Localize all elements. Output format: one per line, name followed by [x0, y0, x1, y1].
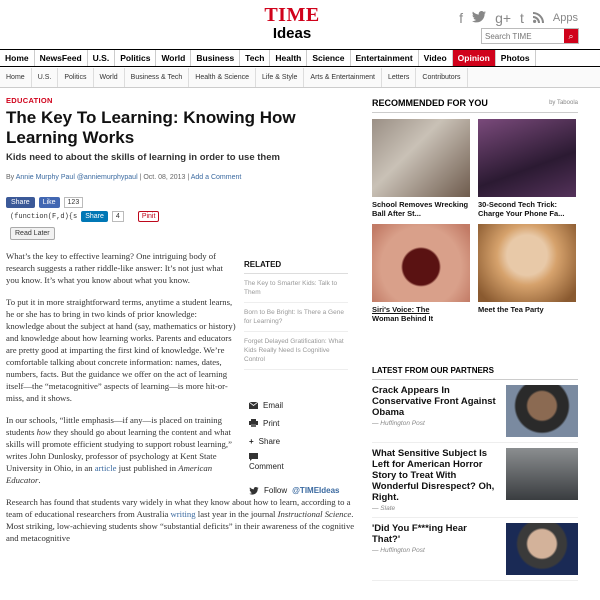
comment-button[interactable] [249, 450, 349, 478]
recommended-caption: Meet the Tea Party [478, 305, 544, 314]
secondary-nav [0, 68, 600, 88]
print-icon [249, 419, 258, 427]
taboola-credit[interactable]: by Taboola [549, 100, 578, 106]
partner-text [372, 385, 497, 437]
recommended-heading: RECOMMENDED FOR YOU [372, 98, 488, 108]
search-input[interactable] [482, 29, 564, 43]
related-link[interactable]: Born to Be Bright: Is There a Gene for Learning? [244, 303, 348, 332]
related-link[interactable]: Forget Delayed Gratification: What Kids Really Need Is Cognitive Control [244, 332, 348, 370]
subnav-item-contributors[interactable]: Contributors [416, 68, 467, 87]
caption-underlined: Siri's Voice: The [372, 305, 430, 314]
p4-text: last year in the journal [195, 509, 278, 519]
article-date: Oct. 08, 2013 [143, 174, 186, 181]
comment-icon [249, 453, 258, 461]
recommended-thumbnail [478, 224, 576, 302]
recommended-header [372, 98, 578, 113]
logo-ideas: Ideas [272, 25, 312, 42]
partner-text [372, 448, 497, 512]
partner-item[interactable] [372, 380, 578, 443]
read-later-button[interactable]: Read Later [10, 227, 55, 240]
recommended-caption: School Removes Wrecking Ball After St... [372, 200, 469, 218]
social-links [459, 10, 578, 26]
share-row-1 [6, 197, 83, 208]
subnav-item-business-tech[interactable]: Business & Tech [125, 68, 190, 87]
recommended-card[interactable] [478, 119, 576, 218]
partner-source: — Huffington Post [372, 420, 425, 427]
related-link[interactable]: The Key to Smarter Kids: Talk to Them [244, 274, 348, 303]
byline-sep: | [187, 174, 191, 181]
writing-link[interactable]: writing [170, 509, 196, 519]
google-plus-icon[interactable]: g+ [495, 10, 512, 26]
nav-item-entertainment[interactable]: Entertainment [351, 50, 419, 66]
paragraph-4 [6, 496, 356, 544]
partner-thumbnail [506, 523, 578, 575]
plus-icon: + [249, 436, 254, 446]
related-heading: RELATED [244, 260, 348, 274]
article-title: The Key To Learning: Knowing How Learning Works [6, 108, 296, 147]
comment-label: Comment [249, 462, 284, 471]
partner-headline: 'Did You F***ing Hear That?' [372, 523, 467, 545]
logo-time: TIME [264, 4, 320, 26]
follow-label: Follow [264, 486, 288, 495]
nav-item-photos[interactable]: Photos [496, 50, 536, 66]
p3-emphasis: how [36, 427, 52, 437]
nav-item-politics[interactable]: Politics [115, 50, 156, 66]
article-tools [249, 396, 349, 495]
related-box [244, 260, 348, 370]
article-header [6, 96, 358, 181]
subnav-item-health-science[interactable]: Health & Science [189, 68, 256, 87]
apps-link[interactable]: Apps [552, 12, 578, 24]
linkedin-count: 4 [112, 211, 124, 222]
add-comment-link[interactable]: Add a Comment [190, 174, 242, 181]
p4-text: Research has found that students vary widely in what they know about how to learn, according to a team of educational researchers from Australia [6, 497, 351, 519]
linkedin-share-button[interactable]: Share [81, 211, 108, 222]
p3-text: they should go about learning the content and what skills will promote efficient studying to support robust learning,” writes John Dunlosky, professor of psychology at Kent State University in Ohio, in an [6, 427, 232, 473]
related-list [244, 274, 348, 370]
subnav-item-politics[interactable]: Politics [58, 68, 93, 87]
byline [6, 174, 358, 181]
print-label: Print [263, 418, 280, 428]
rss-icon[interactable] [533, 10, 544, 26]
paragraph-2: To put it in more straightforward terms, anytime a student learns, he or she has to bring in two kinds of prior knowledge: knowledge about the subject at hand (say, mathematics or history) and knowledge about how learning works. Parents and educators are pretty good at imparting the first kind of knowledge. We’re comfortable talking about concrete information: names, dates, numbers, facts. But the guidance we offer on the act of learning itself—the “metacognitive” aspects of learning—is more hit-or-miss, and it shows. [6, 297, 236, 403]
caption-rest: Woman Behind It [372, 314, 434, 323]
partners-box [372, 366, 578, 581]
journal-name: Instructional Science [277, 509, 352, 519]
article-dek: Kids need to about the skills of learning in order to use them [6, 152, 280, 163]
search-button[interactable] [564, 29, 578, 43]
facebook-icon[interactable]: f [459, 10, 464, 26]
nav-item-tech[interactable]: Tech [240, 50, 270, 66]
twitter-icon[interactable] [472, 10, 486, 26]
nav-item-u-s-[interactable]: U.S. [88, 50, 116, 66]
p3-text: . [38, 475, 41, 485]
recommended-caption [372, 305, 470, 323]
partner-headline: What Sensitive Subject Is Left for American Horror Story to Treat With Wonderful Disrespect? Oh, Right. [372, 448, 495, 503]
nav-item-video[interactable]: Video [419, 50, 453, 66]
primary-nav [0, 49, 600, 67]
p4-text: . Most striking, low-achieving students show “substantial deficits” in their awareness of the cognitive and metacognitive [6, 509, 355, 543]
subnav-item-life-style[interactable]: Life & Style [256, 68, 304, 87]
recommended-thumbnail [372, 119, 470, 197]
recommended-grid [372, 119, 578, 323]
share-row-2 [10, 211, 159, 222]
partner-thumbnail [506, 448, 578, 500]
search-box [481, 28, 579, 44]
partner-source: — Huffington Post [372, 547, 425, 554]
follow-twitter[interactable] [249, 486, 349, 495]
partner-source: — Slate [372, 505, 396, 512]
recommended-card[interactable] [372, 119, 470, 218]
nav-item-health[interactable]: Health [270, 50, 307, 66]
byline-sep: | [139, 174, 144, 181]
email-icon [249, 402, 258, 409]
partners-heading: LATEST FROM OUR PARTNERS [372, 366, 578, 380]
partner-item[interactable] [372, 518, 578, 581]
search-icon: ⌕ [568, 30, 574, 41]
author-link[interactable]: Annie Murphy Paul @anniemurphypaul [15, 174, 138, 181]
twitter-icon [249, 487, 259, 495]
pinterest-button[interactable]: Pinit [138, 211, 160, 222]
recommended-card[interactable] [478, 224, 576, 323]
nav-item-home[interactable]: Home [0, 50, 35, 66]
recommended-caption: 30-Second Tech Trick: Charge Your Phone Fa... [478, 200, 565, 218]
article-link[interactable]: article [94, 463, 117, 473]
tumblr-icon[interactable]: t [520, 10, 524, 26]
masthead [0, 0, 600, 48]
p3-text: In our schools, “little emphasis—if any—is placed on training students [6, 415, 222, 437]
share-label: Share [258, 436, 281, 446]
time-ideas-logo[interactable] [262, 5, 322, 41]
p3-text: just published in [116, 463, 179, 473]
recommended-box [372, 98, 578, 323]
paragraph-3 [6, 414, 236, 486]
partner-thumbnail [506, 385, 578, 437]
nav-item-newsfeed[interactable]: NewsFeed [35, 50, 88, 66]
subnav-item-u-s-[interactable]: U.S. [32, 68, 59, 87]
subnav-item-arts-entertainment[interactable]: Arts & Entertainment [304, 68, 382, 87]
email-button[interactable] [249, 396, 349, 414]
like-count: 123 [64, 197, 84, 208]
nav-item-science[interactable]: Science [307, 50, 350, 66]
subnav-item-letters[interactable]: Letters [382, 68, 416, 87]
nav-item-world[interactable]: World [156, 50, 191, 66]
byline-prefix: By [6, 174, 15, 181]
partner-item[interactable] [372, 443, 578, 518]
recommended-thumbnail [372, 224, 470, 302]
subnav-item-home[interactable]: Home [0, 68, 32, 87]
print-button[interactable] [249, 414, 349, 432]
recommended-card[interactable] [372, 224, 470, 323]
partner-headline: Crack Appears In Conservative Front Against Obama [372, 385, 496, 418]
subnav-item-world[interactable]: World [94, 68, 125, 87]
nav-item-opinion[interactable]: Opinion [453, 50, 496, 66]
nav-item-business[interactable]: Business [191, 50, 240, 66]
recommended-thumbnail [478, 119, 576, 197]
section-label[interactable]: EDUCATION [6, 96, 53, 105]
email-label: Email [263, 400, 284, 410]
journal-name: American Educator [6, 463, 213, 485]
partner-text [372, 523, 497, 575]
facebook-share-button[interactable]: Share [6, 197, 35, 208]
paragraph-1: What’s the key to effective learning? One intriguing body of research suggests a rather riddle-like answer: It’s not just what you know. It’s what you know about what you know. [6, 251, 223, 285]
facebook-like-button[interactable]: Like [39, 197, 60, 208]
script-fragment: (function(F,d){s [10, 212, 78, 221]
share-button[interactable] [249, 432, 349, 450]
twitter-handle: @TIMEIdeas [292, 486, 340, 495]
